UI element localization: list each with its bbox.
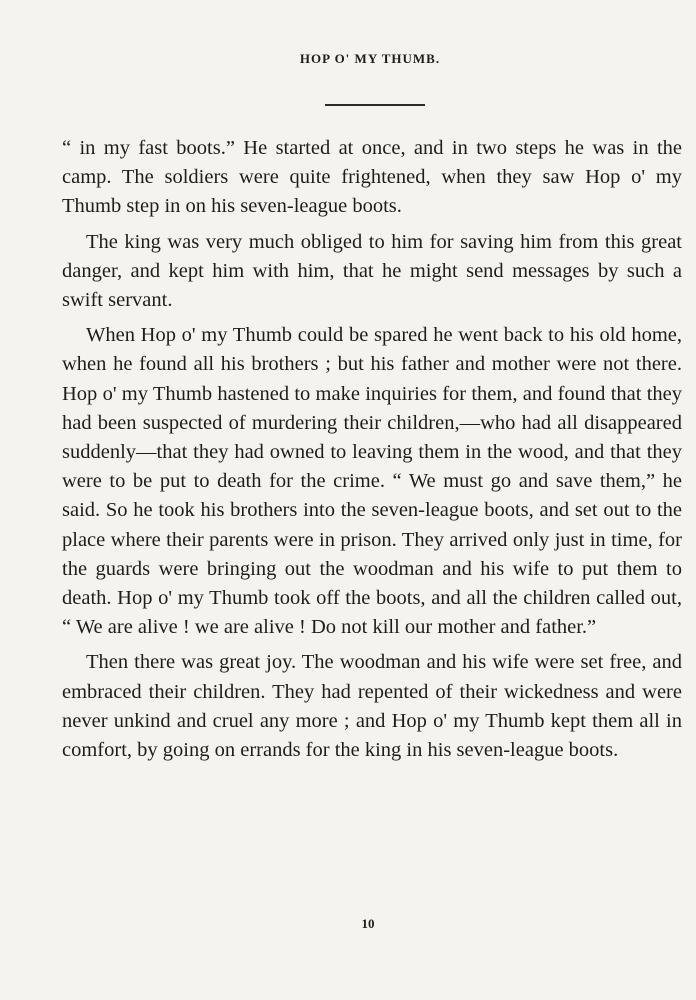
running-head: HOP O' MY THUMB. xyxy=(299,51,441,66)
paragraph: Then there was great joy. The woodman and his wife were set free, and embraced their children. They had repented of their wickedness and were never unkind and cruel any more ; and Hop o' my Thumb kept them all in comfort, by going on errands for the king in his seven-league boots. xyxy=(62,651,682,762)
header-rule xyxy=(325,104,425,106)
page-number: 10 xyxy=(361,916,375,931)
paragraph: The king was very much obliged to him for saving him from this great danger, and kept him with him, that he might send messages by such a swift servant. xyxy=(62,230,682,312)
paragraph: “ in my fast boots.” He started at once, and in two steps he was in the camp. The soldiers were quite frightened, when they saw Hop o' my Thumb step in on his seven-league boots. xyxy=(62,137,682,218)
paragraph: When Hop o' my Thumb could be spared he went back to his old home, when he found all his brothers ; but his father and mother were not there. Hop o' my Thumb hastened to make inquiries for them, and found that they had been suspected of murdering their children,—who had all disappeared suddenly—that they had owned to leaving them in the wood, and that they were to be put to death for the crime. “ We must go and save them,” he said. So he took his brothers into the seven-league boots, and set out to the place where their parents were in prison. They arrived only just in time, for the guards were bringing out the woodman and his wife to put them to death. Hop o' my Thumb took off the boots, and all the children called out, “ We are alive ! we are alive ! Do not kill our mother and father.” xyxy=(62,324,682,639)
body-text xyxy=(62,134,682,771)
